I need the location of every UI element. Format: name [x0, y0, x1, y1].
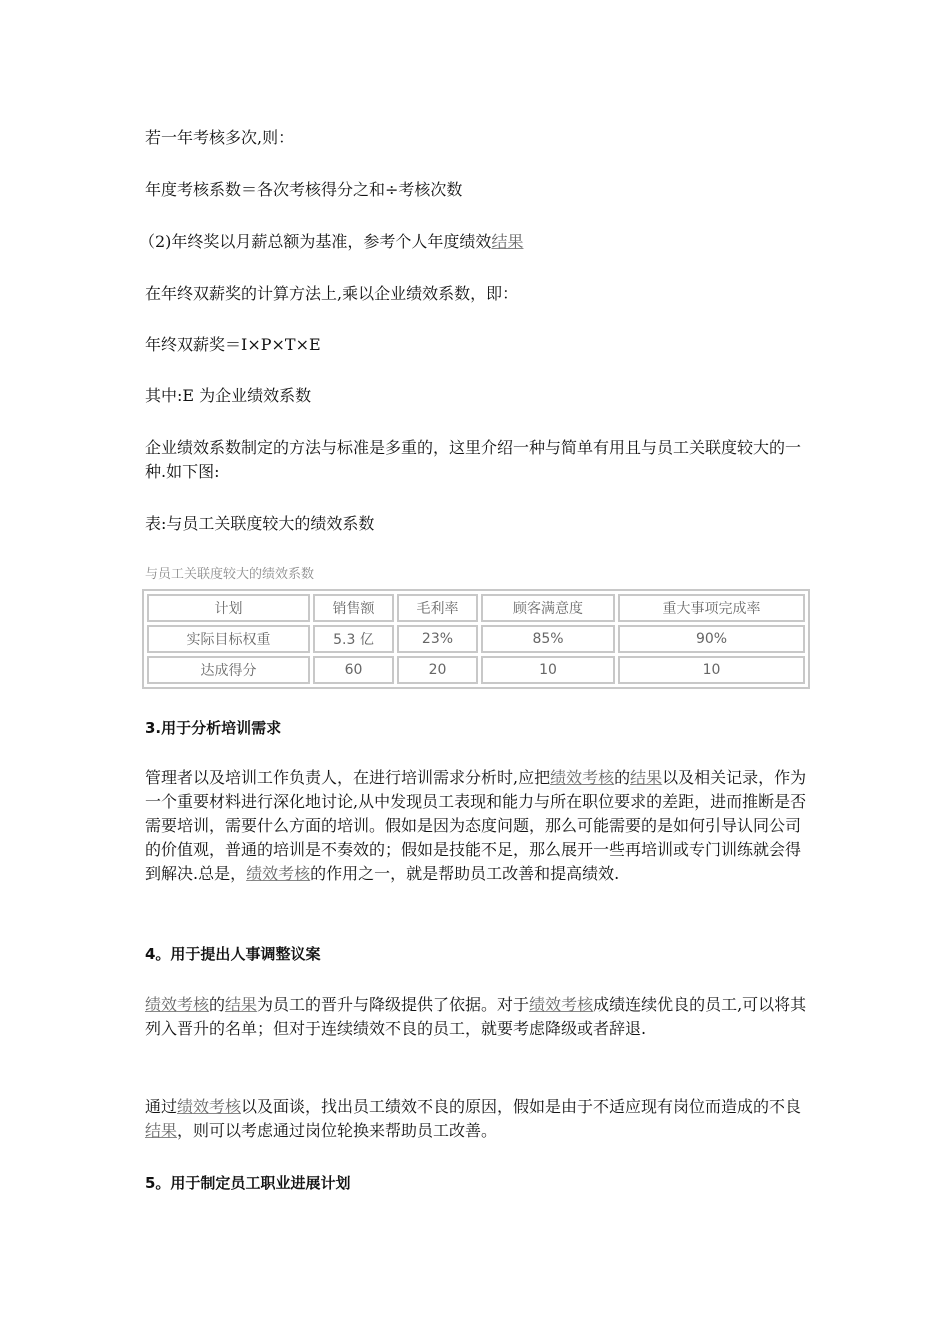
- text-run: 的: [209, 995, 226, 1014]
- link-performance-review[interactable]: 绩效考核: [145, 995, 210, 1014]
- table-header-cell: 计划: [147, 594, 310, 622]
- text-run: （2)年终奖以月薪总额为基准，参考个人年度绩效: [139, 232, 492, 251]
- link-result[interactable]: 结果: [630, 768, 663, 787]
- text-run: 管理者以及培训工作负责人，在进行培训需求分析时,应把: [145, 768, 551, 787]
- table-caption: 与员工关联度较大的绩效系数: [145, 567, 315, 582]
- table-header-cell: 重大事项完成率: [618, 594, 805, 622]
- paragraph: 其中:E 为企业绩效系数: [145, 386, 312, 405]
- section-heading: 5。用于制定员工职业进展计划: [145, 1174, 351, 1192]
- table-header-row: [147, 594, 805, 622]
- text-run: 的: [614, 768, 631, 787]
- table-cell: 85%: [481, 625, 615, 653]
- table-header-cell: 销售额: [313, 594, 394, 622]
- paragraph: [145, 766, 810, 886]
- table-header-cell: 顾客满意度: [481, 594, 615, 622]
- table-cell: 20: [397, 656, 478, 684]
- table-cell: 10: [618, 656, 805, 684]
- formula: 年终双薪奖＝I×P×T×E: [145, 335, 321, 354]
- paragraph: 企业绩效系数制定的方法与标准是多重的，这里介绍一种与简单有用且与员工关联度较大的一种.如下图:: [145, 438, 802, 481]
- table-cell: 10: [481, 656, 615, 684]
- section-heading: 3.用于分析培训需求: [145, 719, 282, 737]
- text-run: 通过: [145, 1097, 178, 1116]
- link-performance-review[interactable]: 绩效考核: [529, 995, 594, 1014]
- link-performance-review[interactable]: 绩效考核: [177, 1097, 242, 1116]
- section-heading: 4。用于提出人事调整议案: [145, 945, 321, 963]
- paragraph: [145, 993, 810, 1041]
- link-performance-review[interactable]: 绩效考核: [550, 768, 615, 787]
- text-run: 以及面谈，找出员工绩效不良的原因，假如是由于不适应现有岗位而造成的不良: [241, 1097, 802, 1116]
- table-cell: 达成得分: [147, 656, 310, 684]
- table-row: [147, 625, 805, 653]
- link-result[interactable]: 结果: [491, 232, 524, 251]
- paragraph: [145, 1095, 810, 1143]
- performance-coefficient-table: [142, 589, 810, 689]
- paragraph: 表:与员工关联度较大的绩效系数: [145, 514, 375, 533]
- table-cell: 90%: [618, 625, 805, 653]
- table-cell: 实际目标权重: [147, 625, 310, 653]
- paragraph: [139, 230, 804, 254]
- text-run: 以及相关记录，作为一个重要材料进行深化地讨论,从中发现员工表现和能力与所在职位要求的差距，进而推断是否需要培训，需要什么方面的培训。假如是因为态度问题，那么可能需要的是如何引导认同公司的价值观，普通的培训是不奏效的；假如是技能不足，那么展开一些再培训或专门训练就会得到解决.总是，: [145, 768, 807, 883]
- paragraph: 若一年考核多次,则：: [145, 128, 295, 147]
- text-run: ，则可以考虑通过岗位轮换来帮助员工改善。: [177, 1121, 498, 1140]
- link-performance-review[interactable]: 绩效考核: [246, 864, 311, 883]
- table-cell: 23%: [397, 625, 478, 653]
- text-run: 的作用之一，就是帮助员工改善和提高绩效.: [310, 864, 620, 883]
- link-result[interactable]: 结果: [225, 995, 258, 1014]
- table-header-cell: 毛利率: [397, 594, 478, 622]
- table-cell: 5.3 亿: [313, 625, 394, 653]
- text-run: 成绩连续优良的员工,可以将其列入晋升的名单；但对于连续绩效不良的员工，就要考虑降级或者辞退.: [145, 995, 807, 1038]
- text-run: 为员工的晋升与降级提供了依据。对于: [257, 995, 530, 1014]
- table-cell: 60: [313, 656, 394, 684]
- paragraph: 在年终双薪奖的计算方法上,乘以企业绩效系数，即：: [145, 284, 519, 303]
- table-row: [147, 656, 805, 684]
- link-result[interactable]: 结果: [145, 1121, 178, 1140]
- paragraph: 年度考核系数＝各次考核得分之和÷考核次数: [145, 180, 463, 199]
